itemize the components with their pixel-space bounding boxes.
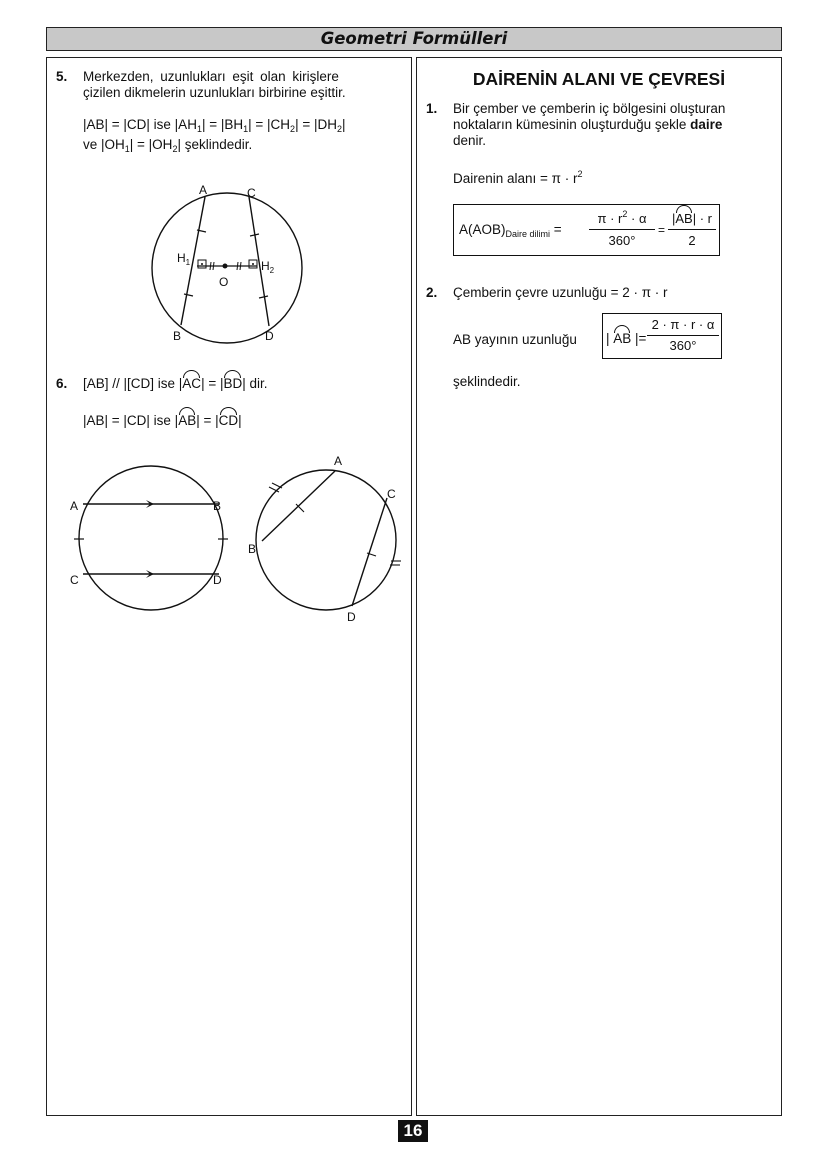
fig2-label-a: A — [334, 454, 343, 468]
frac1-numerator: $\pi \cdot r^2 \cdot \alpha$ — [597, 209, 647, 226]
figure-equal-chords — [152, 183, 302, 343]
item6-line1: [AB] // |[CD] ise |AC| = |BD| dir. — [83, 376, 268, 391]
left-column — [46, 57, 412, 1116]
circumference-formula: Çemberin çevre uzunluğu = 2 · π · r — [453, 285, 668, 300]
item5-line2: çizilen dikmelerin uzunlukları birbirine eşittir. — [83, 85, 346, 100]
label-h1: $H_1$ — [177, 251, 191, 267]
item5-eq1: |AB| = |CD| ise $|AH_1| = |BH_1| = |CH_2| = |DH_2|$ — [83, 117, 346, 134]
fig2-label-b: B — [248, 542, 257, 556]
fig2-label-c: C — [387, 487, 396, 501]
label-o: O — [219, 275, 229, 289]
frac2-denominator: 2 — [688, 233, 696, 248]
page-number: 16 — [398, 1120, 428, 1142]
fig1-label-c: C — [70, 573, 79, 587]
item6-line2: |AB| = |CD| ise |AB| = |CD| — [83, 413, 242, 428]
label-a: A — [199, 183, 208, 197]
item2-suffix: şeklindedir. — [453, 374, 521, 389]
item1-line1: Bir çember ve çemberin iç bölgesini oluşturan — [453, 101, 726, 116]
label-b: B — [173, 329, 182, 343]
fig2-label-d: D — [347, 610, 356, 624]
frac1-denominator: 360° — [608, 233, 636, 248]
sector-lhs: $A(AOB)_{Daire dilimi}$ = — [459, 222, 562, 239]
figure-parallel-chords — [70, 466, 228, 610]
arc-length-box — [602, 313, 722, 359]
item1-line2: noktaların kümesinin oluşturduğu şekle daire — [453, 117, 723, 132]
chord-figures — [47, 58, 411, 1115]
item1-line3: denir. — [453, 133, 487, 148]
fig1-label-a: A — [70, 499, 79, 513]
area-formula: Dairenin alanı = $\pi \cdot r^2$ — [453, 169, 583, 186]
fig1-label-d: D — [213, 573, 222, 587]
header-title: Geometri Formülleri — [320, 29, 508, 48]
section-title: DAİRENİN ALANI VE ÇEVRESİ — [472, 69, 726, 89]
label-h2: $H_2$ — [261, 259, 275, 275]
frac2-numerator: |AB| · r — [671, 211, 712, 226]
sector-formula-box: $A(AOB)_{Daire dilimi}$ = $\pi \cdot r^2 \cdot \alpha$ 360° = |AB| · r 2 — [453, 204, 720, 256]
label-c: C — [247, 186, 256, 200]
arc-frac-denominator: 360° — [669, 338, 697, 353]
arc-ab: | AB |= — [606, 331, 647, 346]
item5-number: 5. — [56, 69, 68, 84]
item1-number: 1. — [426, 101, 438, 116]
item5-line1: Merkezden, uzunlukları eşit olan kirişlere — [83, 69, 339, 84]
right-column — [416, 57, 782, 1116]
item6-number: 6. — [56, 376, 68, 391]
label-d: D — [265, 329, 274, 343]
page-header — [46, 27, 782, 51]
item2-number: 2. — [426, 285, 438, 300]
arc-length-label: AB yayının uzunluğu — [453, 332, 577, 347]
fig1-label-b: B — [213, 499, 222, 513]
item5-eq2: ve $|OH_1| = |OH_2|$ şeklindedir. — [83, 137, 253, 154]
figure-equal-arcs — [248, 454, 401, 624]
arc-frac-numerator: 2 · π · r · α — [651, 317, 715, 332]
